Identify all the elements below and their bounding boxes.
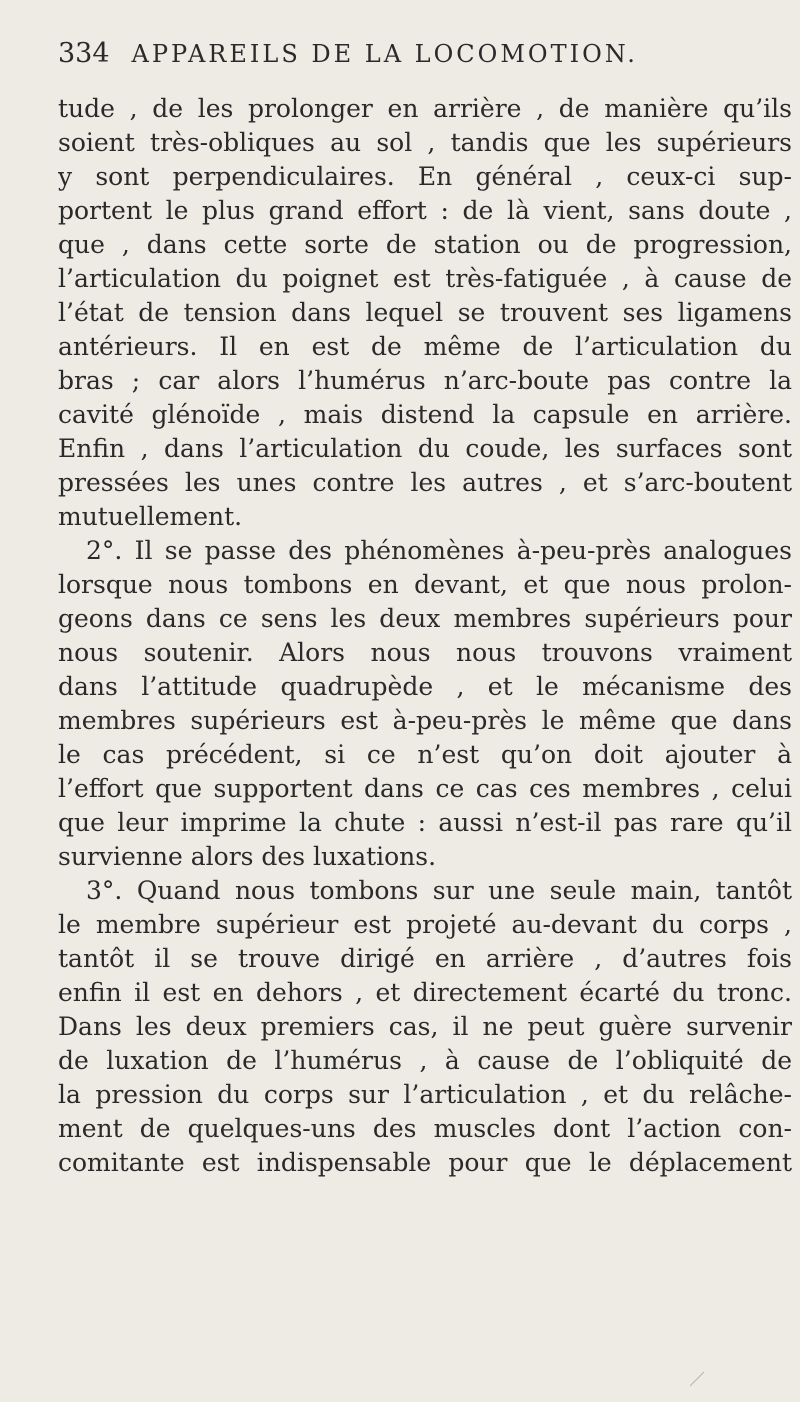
text-line: que leur imprime la chute : aussi n’est-il pas rare qu’il [58,808,792,837]
text-line: dans l’attitude quadrupède , et le mécanisme des [58,672,792,701]
text-line: 2°. Il se passe des phénomènes à-peu-près analogues [86,536,792,565]
text-line: cavité glénoïde , mais distend la capsule en arrière. [58,400,792,429]
text-line: que , dans cette sorte de station ou de progression, [58,230,792,259]
body-text [58,92,792,1180]
text-line: l’effort que supportent dans ce cas ces membres , celui [58,774,792,803]
text-line: y sont perpendiculaires. En général , ceux-ci sup- [58,162,792,191]
text-line: comitante est indispensable pour que le déplacement [58,1148,792,1177]
text-line: mutuellement. [58,502,243,531]
text-line: nous soutenir. Alors nous nous trouvons vraiment [58,638,792,667]
text-line: l’articulation du poignet est très-fatiguée , à cause de [58,264,792,293]
text-line: 3°. Quand nous tombons sur une seule main, tantôt [86,876,792,905]
text-line: le cas précédent, si ce n’est qu’on doit ajouter à [58,740,792,769]
page-header [58,38,778,86]
text-line: soient très-obliques au sol , tandis que les supérieurs [58,128,792,157]
text-line: geons dans ce sens les deux membres supérieurs pour [58,604,792,633]
text-line: l’état de tension dans lequel se trouvent ses ligamens [58,298,792,327]
text-line: membres supérieurs est à-peu-près le même que dans [58,706,792,735]
text-line: enfin il est en dehors , et directement écarté du tronc. [58,978,792,1007]
text-line: tude , de les prolonger en arrière , de manière qu’ils [58,94,792,123]
page-number: 334 [58,38,110,69]
running-title: APPAREILS DE LA LOCOMOTION. [131,40,638,68]
text-line: de luxation de l’humérus , à cause de l’obliquité de [58,1046,792,1075]
text-line: survienne alors des luxations. [58,842,437,871]
text-line: lorsque nous tombons en devant, et que nous prolon- [58,570,792,599]
text-line: portent le plus grand effort : de là vient, sans doute , [58,196,792,225]
text-line: antérieurs. Il en est de même de l’articulation du [58,332,792,361]
text-line: bras ; car alors l’humérus n’arc-boute pas contre la [58,366,792,395]
text-line: Enfin , dans l’articulation du coude, les surfaces sont [58,434,792,463]
text-line: ment de quelques-uns des muscles dont l’action con- [58,1114,792,1143]
text-line: pressées les unes contre les autres , et s’arc-boutent [58,468,792,497]
text-line: le membre supérieur est projeté au-devant du corps , [58,910,792,939]
text-line: tantôt il se trouve dirigé en arrière , d’autres fois [58,944,792,973]
text-line: Dans les deux premiers cas, il ne peut guère survenir [58,1012,792,1041]
paper-mark [688,1368,708,1388]
text-line: la pression du corps sur l’articulation , et du relâche- [58,1080,792,1109]
